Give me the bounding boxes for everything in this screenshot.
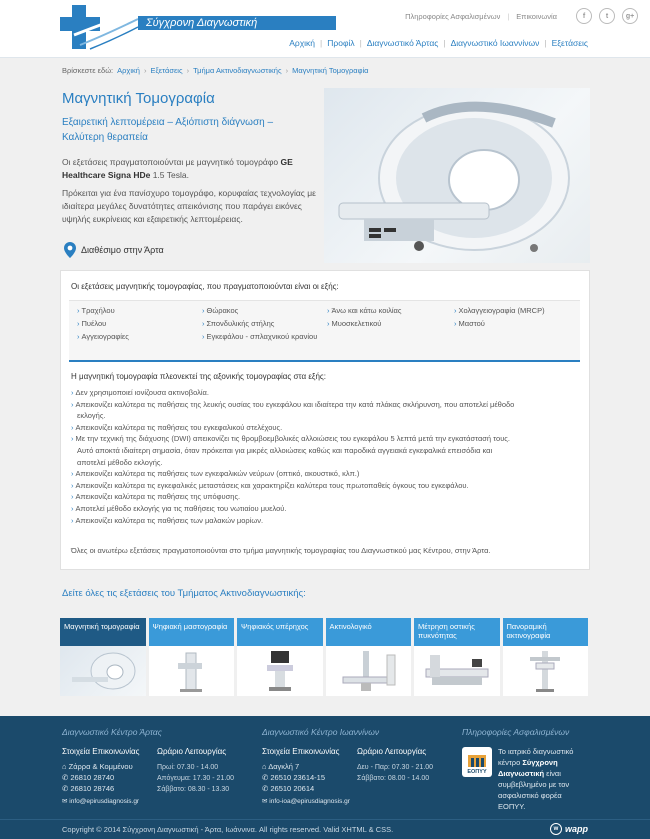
- footer-ioannina-address: [262, 761, 299, 772]
- nav-item-home[interactable]: Αρχική: [289, 38, 316, 48]
- xray-thumbnail: [326, 646, 412, 696]
- exam-item[interactable]: [327, 319, 452, 328]
- exam-tiles: [60, 618, 590, 696]
- exam-column: [454, 306, 579, 332]
- address-text: Δαγκλή 7: [268, 762, 300, 771]
- availability-text: Διαθέσιμο στην Άρτα: [81, 245, 164, 255]
- tile-label: Ακτινολογικό: [326, 618, 412, 646]
- nav-item-profile[interactable]: Προφίλ: [327, 38, 355, 48]
- footer-insurance-title: Πληροφορίες Ασφαλισμένων: [462, 727, 570, 737]
- phone-text: 26510 20614: [270, 784, 315, 793]
- phone-text: 26810 28740: [70, 773, 115, 782]
- advantage-text: Απεικονίζει καλύτερα τις παθήσεις του εγκεφαλικού στελέχους.: [75, 422, 283, 432]
- insurance-brand: Σύγχρονη Διαγνωστική: [498, 758, 558, 778]
- breadcrumb-current: Μαγνητική Τομογραφία: [292, 66, 369, 75]
- site-footer: [0, 716, 650, 839]
- facebook-icon[interactable]: f: [576, 8, 592, 24]
- mri-thumbnail: [60, 646, 146, 696]
- nav-item-ioannina[interactable]: Διαγνωστικό Ιωαννίνων: [450, 38, 540, 48]
- separator: |: [359, 38, 362, 48]
- exam-label: Σπονδυλικής στήλης: [206, 319, 275, 328]
- chevron-right-icon: ›: [71, 434, 74, 444]
- footer-insurance-text: [498, 746, 588, 812]
- wapp-logo-icon: w: [550, 823, 562, 835]
- list-item: [71, 515, 583, 527]
- list-item-continued: [71, 410, 583, 422]
- advantage-text: Αυτό αποκτά ιδιαίτερη σημασία, όταν πρόκειται για μικρές αλλοιώσεις καθώς και παροδικά αγγειακά εγκεφαλικά επεισόδια και: [77, 445, 493, 455]
- phone-icon: ✆: [262, 773, 271, 782]
- footer-arta-address: [62, 761, 133, 772]
- description-paragraph: Πρόκειται για ένα πανίσχυρο τομογράφο, κορυφαίας τεχνολογίας με ιδιαίτερα μεγάλες δυνατότητες απεικόνισης που παράγει εικόνες υψηλής ευκρίνειας και εξαιρετικής λεπτομέρειας.: [62, 188, 316, 224]
- eopyy-badge-text: ΕΟΠΥΥ: [467, 769, 487, 775]
- phone-icon: ✆: [62, 773, 71, 782]
- home-icon: ⌂: [262, 762, 269, 771]
- densitometer-icon: [420, 649, 494, 693]
- advantage-text: Με την τεχνική της διάχυσης (DWI) απεικονίζει τις θρομβοεμβολικές αλλοιώσεις του εγκεφάλου 5 λεπτά μετά την εγκατάστασή τους.: [75, 434, 510, 444]
- exam-column: [202, 306, 327, 345]
- exams-box: [60, 270, 590, 570]
- wapp-credit[interactable]: [550, 823, 588, 835]
- exam-column: [77, 306, 202, 345]
- email-text: info@epirusdiagnosis.gr: [69, 798, 140, 805]
- site-header: [0, 0, 650, 58]
- nav-item-arta[interactable]: Διαγνωστικό Άρτας: [366, 38, 439, 48]
- exam-item[interactable]: [202, 319, 327, 328]
- exam-tile-bone-density[interactable]: [414, 618, 500, 696]
- exam-label: Αγγειογραφίες: [81, 332, 129, 341]
- tile-label: Πανοραμική ακτινογραφία: [503, 618, 589, 646]
- chevron-right-icon: ›: [71, 480, 74, 490]
- mri-machine-icon: [68, 649, 138, 693]
- exam-label: Εγκεφάλου - σπλαχνικού κρανίου: [206, 332, 318, 341]
- eopyy-emblem-icon: [466, 753, 488, 769]
- exam-item[interactable]: [202, 332, 327, 341]
- footer-arta-hours-morning: Πρωί: 07.30 - 14.00: [157, 764, 219, 771]
- address-text: Ζάρρα & Κομμένου: [68, 762, 133, 771]
- footer-arta-phone1[interactable]: [62, 772, 114, 783]
- advantage-text: Αποτελεί μέθοδο εκλογής για τις παθήσεις του νωτιαίου μυελού.: [75, 503, 287, 513]
- chevron-right-icon: ›: [202, 306, 205, 315]
- footer-arta-hours-saturday: Σάββατο: 08.30 - 13.30: [157, 786, 230, 793]
- mri-scanner-illustration: [324, 88, 590, 263]
- contact-link[interactable]: Επικοινωνία: [516, 11, 557, 21]
- breadcrumb-arrow-icon: ›: [143, 66, 147, 75]
- wapp-credit-text: wapp: [564, 824, 588, 834]
- twitter-icon[interactable]: t: [599, 8, 615, 24]
- advantages-heading: Η μαγνητική τομογραφία πλεονεκτεί της αξονικής τομογραφίας στα εξής:: [71, 372, 327, 381]
- chevron-right-icon: ›: [454, 319, 457, 328]
- advantage-text: Απεικονίζει καλύτερα τις παθήσεις της υπόφυσης.: [75, 492, 241, 502]
- department-exams-heading: Δείτε όλες τις εξετάσεις του Τμήματος Ακτινοδιαγνωστικής:: [62, 588, 306, 599]
- phone-text: 26510 23614-15: [270, 773, 326, 782]
- panoramic-xray-icon: [520, 649, 570, 693]
- scanner-model: GE Healthcare Signa HDe: [62, 157, 293, 180]
- site-logo[interactable]: [60, 5, 280, 51]
- separator: |: [507, 11, 510, 21]
- copyright-bar: [0, 819, 650, 839]
- breadcrumb-item[interactable]: Τμήμα Ακτινοδιαγνωστικής: [193, 66, 282, 75]
- mammography-thumbnail: [149, 646, 235, 696]
- chevron-right-icon: ›: [77, 319, 80, 328]
- chevron-right-icon: ›: [71, 388, 74, 397]
- list-item: [71, 491, 583, 503]
- googleplus-icon[interactable]: g+: [622, 8, 638, 24]
- exam-tile-ultrasound[interactable]: [237, 618, 323, 696]
- ultrasound-thumbnail: [237, 646, 323, 696]
- exam-tile-panoramic[interactable]: [503, 618, 589, 696]
- top-bar: [405, 8, 638, 24]
- logo-cross-icon: [60, 5, 140, 53]
- exam-item[interactable]: [454, 319, 579, 328]
- tile-label: Μέτρηση οστικής πυκνότητας: [414, 618, 500, 646]
- page-title: Μαγνητική Τομογραφία: [62, 90, 215, 107]
- chevron-right-icon: ›: [77, 332, 80, 341]
- footer-ioannina-phone1[interactable]: [262, 772, 325, 783]
- advantage-text: εκλογής.: [77, 411, 106, 421]
- list-item: [71, 422, 583, 434]
- mri-scanner-image: [324, 88, 590, 263]
- footer-ioannina-phone2[interactable]: [262, 783, 314, 794]
- tile-label: Μαγνητική τομογραφία: [60, 618, 146, 646]
- panoramic-thumbnail: [503, 646, 589, 696]
- list-item: [71, 480, 583, 492]
- chevron-right-icon: ›: [71, 503, 74, 513]
- footer-arta-phone2[interactable]: [62, 783, 114, 794]
- exam-label: Μυοσκελετικού: [331, 319, 382, 328]
- exam-label: Άνω και κάτω κοιλίας: [331, 306, 402, 315]
- list-item: [71, 433, 583, 445]
- exam-label: Τραχήλου: [81, 306, 115, 315]
- exam-label: Θώρακος: [206, 306, 239, 315]
- availability-note: [64, 242, 164, 258]
- chevron-right-icon: ›: [454, 306, 457, 315]
- email-text: info-ioa@epirusdiagnosis.gr: [269, 798, 350, 805]
- exams-heading: Οι εξετάσεις μαγνητικής τομογραφίας, που πραγματοποιούνται είναι οι εξής:: [71, 282, 339, 291]
- eopyy-logo: [462, 747, 492, 777]
- exam-tile-mri[interactable]: [60, 618, 146, 696]
- bone-density-thumbnail: [414, 646, 500, 696]
- footer-ioannina-email[interactable]: [262, 797, 350, 805]
- chevron-right-icon: ›: [327, 306, 330, 315]
- chevron-right-icon: ›: [202, 332, 205, 341]
- list-item-continued: [71, 457, 583, 469]
- chevron-right-icon: ›: [71, 515, 74, 525]
- exam-label: Πυέλου: [81, 319, 107, 328]
- breadcrumb-item[interactable]: Εξετάσεις: [150, 66, 183, 75]
- page-subtitle: Εξαιρετική λεπτομέρεια – Αξιόπιστη διάγνωση – Καλύτερη θεραπεία: [62, 117, 274, 143]
- exam-tile-xray[interactable]: [326, 618, 412, 696]
- footer-arta-title: Διαγνωστικό Κέντρο Άρτας: [62, 727, 162, 737]
- exam-label: Μαστού: [458, 319, 485, 328]
- tile-label: Ψηφιακή μαστογραφία: [149, 618, 235, 646]
- footer-ioannina-contact-label: Στοιχεία Επικοινωνίας: [262, 747, 340, 756]
- location-pin-icon: [64, 242, 76, 258]
- content-panel: [60, 60, 590, 715]
- list-item: [71, 387, 583, 399]
- footer-ioannina-hours-label: Ωράριο Λειτουργίας: [357, 747, 427, 756]
- separator: |: [320, 38, 323, 48]
- breadcrumb-prefix: Βρίσκεστε εδώ:: [62, 66, 114, 75]
- separator: |: [443, 38, 446, 48]
- separator: |: [544, 38, 547, 48]
- phone-icon: ✆: [62, 784, 71, 793]
- advantage-text: Δεν χρησιμοποιεί ιονίζουσα ακτινοβολία.: [75, 388, 209, 397]
- breadcrumb-arrow-icon: ›: [285, 66, 289, 75]
- chevron-right-icon: ›: [77, 306, 80, 315]
- home-icon: ⌂: [62, 762, 69, 771]
- phone-text: 26810 28746: [70, 784, 115, 793]
- list-item: [71, 399, 583, 411]
- advantages-list: [71, 387, 583, 526]
- copyright-text: Copyright © 2014 Σύγχρονη Διαγνωστική - Άρτα, Ιωάννινα. All rights reserved. Valid XHTML & CSS.: [62, 825, 394, 834]
- advantage-text: Απεικονίζει καλύτερα τις παθήσεις της λευκής ουσίας του εγκεφάλου και ιδιαίτερα την κατά πλάκας σκλήρυνση, που αποτελεί μέθοδο: [75, 399, 515, 409]
- breadcrumb-item[interactable]: Αρχική: [117, 66, 140, 75]
- footer-ioannina-title: Διαγνωστικό Κέντρο Ιωαννίνων: [262, 727, 380, 737]
- email-icon: ✉: [62, 798, 70, 805]
- insurance-info-link[interactable]: Πληροφορίες Ασφαλισμένων: [405, 11, 501, 21]
- exam-tile-mammography[interactable]: [149, 618, 235, 696]
- exam-item[interactable]: [77, 332, 202, 341]
- footer-ioannina-hours-weekdays: Δευ - Παρ: 07.30 - 21.00: [357, 764, 434, 771]
- exam-item[interactable]: [77, 306, 202, 315]
- footer-arta-email[interactable]: [62, 797, 139, 805]
- chevron-right-icon: ›: [202, 319, 205, 328]
- advantage-text: Απεικονίζει καλύτερα τις παθήσεις των εγκεφαλικών νεύρων (οπτικό, ακουστικό, κλπ.): [75, 469, 360, 479]
- chevron-right-icon: ›: [71, 469, 74, 479]
- list-item-continued: [71, 445, 583, 457]
- intro-text-end: 1.5 Tesla.: [150, 170, 189, 180]
- footer-arta-hours-afternoon: Απόγευμα: 17.30 - 21.00: [157, 775, 235, 782]
- footer-arta-contact-label: Στοιχεία Επικοινωνίας: [62, 747, 140, 756]
- main-nav: [289, 38, 588, 48]
- intro-paragraph: [62, 156, 317, 182]
- phone-icon: ✆: [262, 784, 271, 793]
- chevron-right-icon: ›: [71, 492, 74, 502]
- ultrasound-machine-icon: [255, 649, 305, 693]
- exam-label: Χολαγγειογραφία (MRCP): [458, 306, 545, 315]
- footer-arta-hours-label: Ωράριο Λειτουργίας: [157, 747, 227, 756]
- chevron-right-icon: ›: [71, 399, 74, 409]
- advantages-note: Όλες οι ανωτέρω εξετάσεις πραγματοποιούνται στο τμήμα μαγνητικής τομογραφίας του Διαγνωστικού μας Κέντρου, στην Άρτα.: [71, 546, 491, 555]
- list-item: [71, 468, 583, 480]
- exam-column: [327, 306, 452, 332]
- nav-item-exams[interactable]: Εξετάσεις: [551, 38, 588, 48]
- exam-item[interactable]: [327, 306, 452, 315]
- exam-list: [69, 300, 580, 362]
- tile-label: Ψηφιακός υπέρηχος: [237, 618, 323, 646]
- logo-text: Σύγχρονη Διαγνωστική: [138, 16, 336, 30]
- xray-machine-icon: [333, 649, 403, 693]
- mammography-machine-icon: [166, 649, 216, 693]
- exam-item[interactable]: [454, 306, 579, 315]
- intro-text: Οι εξετάσεις πραγματοποιούνται με μαγνητικό τομογράφο: [62, 157, 281, 167]
- exam-item[interactable]: [202, 306, 327, 315]
- list-item: [71, 503, 583, 515]
- breadcrumb-arrow-icon: ›: [186, 66, 190, 75]
- insurance-text: Το ιατρικό διαγνωστικό κέντρο: [498, 747, 574, 767]
- insurance-text-end: είναι συμβεβλημένο με τον ασφαλιστικό φορέα ΕΟΠΥΥ.: [498, 769, 570, 811]
- advantage-text: Απεικονίζει καλύτερα τις παθήσεις των μαλακών μορίων.: [75, 515, 264, 525]
- chevron-right-icon: ›: [327, 319, 330, 328]
- advantage-text: Απεικονίζει καλύτερα τις εγκεφαλικές μεταστάσεις και χαρακτηρίζει καλύτερα τους πρωτοπαθείς όγκους του εγκεφάλου.: [75, 480, 469, 490]
- exam-item[interactable]: [77, 319, 202, 328]
- breadcrumb: [62, 66, 368, 75]
- footer-ioannina-hours-saturday: Σάββατο: 08.00 - 14.00: [357, 775, 430, 782]
- advantage-text: αποτελεί μέθοδο εκλογής.: [77, 457, 163, 467]
- email-icon: ✉: [262, 798, 270, 805]
- chevron-right-icon: ›: [71, 422, 74, 432]
